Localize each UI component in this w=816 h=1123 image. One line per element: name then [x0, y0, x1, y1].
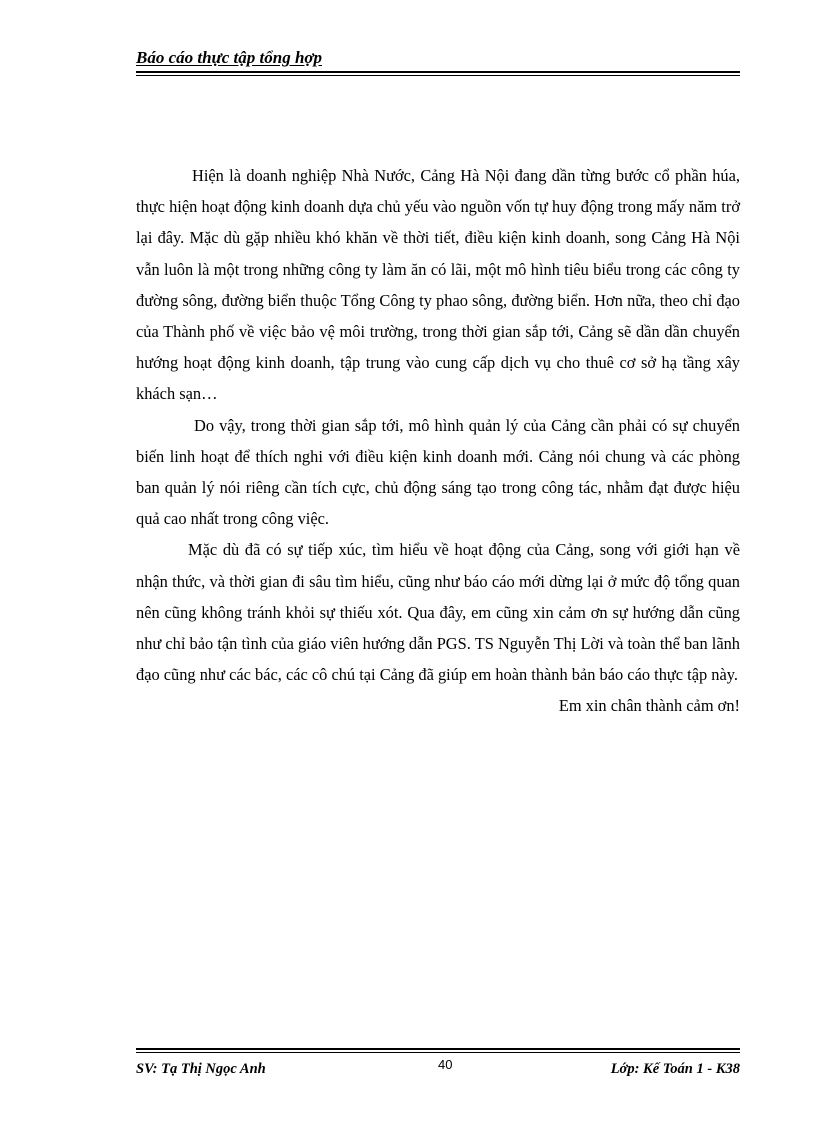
header-title: Báo cáo thực tập tổng hợp	[136, 48, 323, 67]
footer-rule-thick	[136, 1048, 740, 1050]
paragraph-1: Hiện là doanh nghiệp Nhà Nước, Cảng Hà Nội đang dần từng bước cổ phần húa, thực hiện hoạt động kinh doanh dựa chủ yếu vào nguồn vốn tự huy động trong mấy năm trở lại đây. Mặc dù gặp nhiều khó khăn về thời tiết, điều kiện kinh doanh, song Cảng Hà Nội vẫn luôn là một trong những công ty làm ăn có lãi, một mô hình tiêu biểu trong các công ty đường sông, đường biển thuộc Tổng Công ty phao sông, đường biển. Hơn nữa, theo chỉ đạo của Thành phố về việc bảo vệ môi trường, trong thời gian sắp tới, Cảng sẽ dần dần chuyển hướng hoạt động kinh doanh, tập trung vào cung cấp dịch vụ cho thuê cơ sở hạ tầng xây khách sạn…	[136, 166, 740, 404]
page-header	[136, 46, 740, 76]
footer-row	[136, 1055, 740, 1081]
document-body	[136, 160, 740, 722]
paragraph-3: Mặc dù đã có sự tiếp xúc, tìm hiểu về hoạt động của Cảng, song với giới hạn về nhận thức, và thời gian đi sâu tìm hiểu, cũng như báo cáo mới dừng lại ở mức độ tổng quan nên cũng không tránh khỏi sự thiếu xót. Qua đây, em cũng xin cảm ơn sự hướng dẫn cũng như chỉ bảo tận tình của giáo viên hướng dẫn PGS. TS Nguyễn Thị Lời và toàn thể ban lãnh đạo cũng như các bác, các cô chú tại Cảng đã giúp em hoàn thành bản báo cáo thực tập này.	[136, 540, 740, 685]
closing-line: Em xin chân thành cảm ơn!	[558, 696, 740, 716]
footer-class-label: Lớp: Kế Toán 1 - K38	[610, 1061, 740, 1077]
paragraph-2: Do vậy, trong thời gian sắp tới, mô hình quản lý của Cảng cần phải có sự chuyển biến linh hoạt để thích nghi với điều kiện kinh doanh mới. Cảng nói chung và các phòng ban quản lý nói riêng cần tích cực, chủ động sáng tạo trong công tác, nhằm đạt được hiệu quả cao nhất trong công việc.	[136, 415, 740, 529]
footer-student-name: SV: Tạ Thị Ngọc Anh	[136, 1061, 266, 1077]
header-rule-thick	[136, 71, 740, 73]
page-footer	[136, 1048, 740, 1081]
footer-rule-thin	[136, 1052, 740, 1053]
page-number: 40	[438, 1057, 453, 1072]
header-rule-thin	[136, 75, 740, 76]
